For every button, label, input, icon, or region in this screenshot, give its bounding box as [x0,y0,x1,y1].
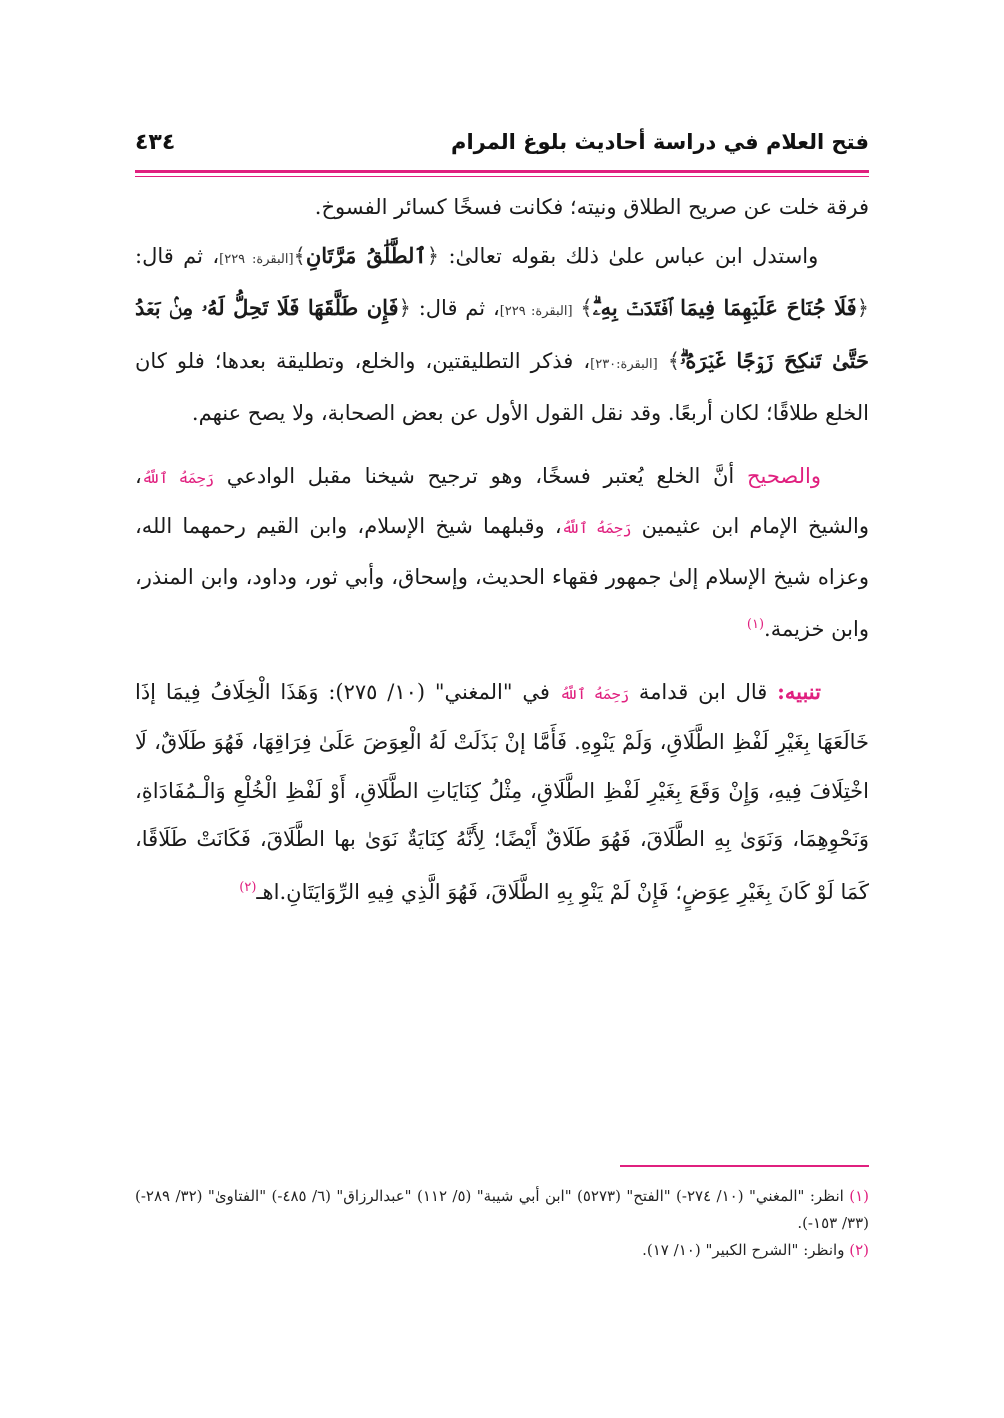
footnote-ref[interactable]: (١) [746,617,765,632]
main-text [135,183,869,916]
honorific: رَحِمَهُ ٱللَّهُ [559,684,630,703]
quran-bracket-close: ﴾ [293,243,306,268]
text-segment: واستدل ابن عباس علىٰ ذلك بقوله تعالىٰ: [439,243,819,268]
footnote-text: انظر: "المغني" (١٠/ ٢٧٤-) "الفتح" (٥٢٧٣) "ابن أبي شيبة" (٥/ ١١٢) "عبدالرزاق" (٦/ ٤٨٥-) "الفتاوىٰ" (٣٢/ ٢٨٩-) (٣٣/ ١٥٣-). [135,1187,869,1232]
text-segment: قال ابن قدامة [629,679,778,704]
continuation-line: فرقة خلت عن صريح الطلاق ونيته؛ فكانت فسخًا كسائر الفسوخ. [314,195,869,219]
text-segment: ، وقبلهما شيخ الإسلام، وابن القيم رحمهما الله، وعزاه شيخ الإسلام إلىٰ جمهور فقهاء الحديث، وإسحاق، وأبي ثور، وداود، وابن المنذر، وابن خزيمة. [135,514,869,641]
footnote-number: (١) [849,1187,870,1205]
quran-bracket-open: ﴿ [426,243,440,268]
verse-reference: [البقرة:٢٣٠] [590,356,658,372]
running-header [135,118,869,166]
footnote-ref[interactable]: (٢) [239,879,257,895]
verse-reference: [البقرة: ٢٢٩] [219,251,294,267]
quran-bracket-open: ﴿ [398,296,411,320]
quoted-text: وَهَذَا الْخِلَافُ فِيمَا إذَا خَالَعَهَا بِغَيْرِ لَفْظِ الطَّلَاقِ، وَلَمْ يَنْوِهِ. فَأَمَّا إنْ بَذَلَتْ لَهُ الْعِوَضَ عَلَىٰ فِرَاقِهَا، فَهُوَ طَلَاقٌ، لَا اخْتِلَافَ فِيهِ، وَإِنْ وَقَعَ بِغَيْرِ لَفْظِ الطَّلَاقِ، مِثْلُ كِنَايَاتِ الطَّلَاقِ، أَوْ لَفْظِ الْخُلْعِ وَالْـمُفَادَاةِ، وَنَحْوِهِمَا، وَنَوَىٰ بِهِ الطَّلَاقَ، فَهُوَ طَلَاقٌ أَيْضًا؛ لِأَنَّهُ كِنَايَةٌ نَوَىٰ بها الطَّلَاقَ، فَكَانَتْ طَلَاقًا، كَمَا لَوْ كَانَ بِغَيْرِ عِوَضٍ؛ فَإِنْ لَمْ يَنْوِ بِهِ الطَّلَاقَ، فَهُوَ الَّذِي فِيهِ الرِّوَايَتَانِ.اهـ [135,679,869,904]
note-label: تنبيه: [777,678,821,704]
book-title: فتح العلام في دراسة أحاديث بلوغ المرام [451,130,869,154]
quran-bracket-close: ﴾ [667,348,681,373]
text-segment: ، فذكر التطليقتين، والخلع، وتطليقة بعدها؛ فلو كان الخلع طلاقًا؛ لكان أربعًا. وقد نقل القول الأول عن بعض الصحابة، ولا يصح عنهم. [135,348,869,425]
text-segment: ، ثم قال: [135,243,220,268]
text-segment: في "المغني" (١٠/ ٢٧٥): [318,679,560,704]
text-segment: ، ثم قال: [410,296,500,320]
text-segment: أنَّ الخلع يُعتبر فسخًا، وهو ترجيح شيخنا مقبل الوادعي [214,463,747,488]
header-rule-thick [135,170,869,173]
quran-verse: فَلَا جُنَاحَ عَلَيۡهِمَا فِيمَا ٱفۡتَدَتۡ بِهِۦۗ [592,295,857,320]
paragraph-ibn-abbas [135,232,869,438]
footnotes [135,1183,869,1264]
verse-reference: [البقرة: ٢٢٩] [499,304,573,319]
paragraph-note [135,668,869,917]
quran-verse: فَإِن طَلَّقَهَا فَلَا تَحِلُّ لَهُۥ مِنۢ بَعۡدُ حَتَّىٰ تَنكِحَ زَوۡجًا غَيۡرَهُۥۗ [135,295,869,373]
footnote-separator [620,1165,869,1167]
page-number: ٤٣٤ [135,129,176,155]
paragraph-correct-view [135,452,869,654]
footnote [135,1237,869,1264]
quran-verse: ٱلطَّلَٰقُ مَرَّتَانِ [305,242,427,268]
footnote-number: (٢) [849,1241,869,1259]
footnote-text: وانظر: "الشرح الكبير" (١٠/ ١٧). [642,1241,845,1259]
honorific: رَحِمَهُ ٱللَّهُ [561,519,632,537]
text-segment: ، والشيخ الإمام ابن عثيمين [135,463,870,538]
header-rule-thin [135,176,869,177]
section-label: والصحيح [746,463,821,488]
footnote [135,1183,869,1237]
quran-bracket-open: ﴿ [856,296,870,320]
quran-bracket-close: ﴾ [580,296,593,320]
honorific: رَحِمَهُ ٱللَّهُ [141,468,215,487]
